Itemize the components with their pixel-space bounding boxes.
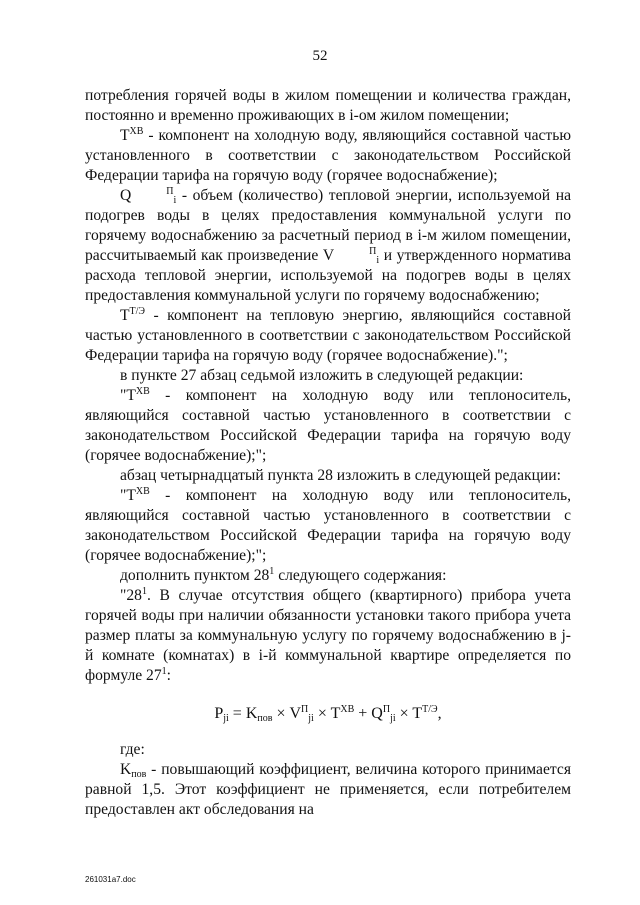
paragraph-k-pov: $K_{пов}$ - повышающий коэффициент, величина которого принимается равной 1,5. Этот коэффициент не применяется, если потребителем предоставлен акт обследования на <box>85 761 571 818</box>
paragraph-t-te: $T^{Т/Э}$ - компонент на тепловую энергию, являющийся составной частью установленного в соответствии с законодательством Российской Федерации тарифа на горячую воду (горячее водоснабжение)."; <box>85 306 571 364</box>
paragraph-28-1-text: "$28^1$. В случае отсутствия общего (квартирного) прибора учета горячей воды при наличии обязанности установки такого прибора учета размер платы за коммунальную услугу по горячему водоснабжению в j-й комнате (комнатах) в i-й коммунальной квартире определяется по формуле $27^1$: <box>85 586 571 684</box>
paragraph-q-i-p: Q $^П_i$ - объем (количество) тепловой энергии, используемой на подогрев воды в целях предоставления коммунальной услуги по горячему водоснабжению за расчетный период в i-м жилом помещении, рассчитываемый как произведение V $^П_i$ и утвержденного норматива расхода тепловой энергии, используемой на подогрев воды в целях предоставления коммунальной услуги по горячему водоснабжению; <box>85 186 571 304</box>
paragraph-1: потребления горячей воды в жилом помещении и количества граждан, постоянно и временно проживающих в i-ом жилом помещении; <box>85 87 571 124</box>
paragraph-item-28: абзац четырнадцатый пункта 28 изложить в следующей редакции: <box>120 467 561 484</box>
paragraph-item-27-text: "$T^{ХВ}$ - компонент на холодную воду или теплоноситель, являющийся составной частью установленного в соответствии с законодательством Российской Федерации тарифа на горячую воду (горячее водоснабжение);"; <box>85 386 571 464</box>
paragraph-t-xb: $T^{ХВ}$ - компонент на холодную воду, являющийся составной частью установленного в соответствии с законодательством Российской Федерации тарифа на горячую воду (горячее водоснабжение); <box>85 126 571 184</box>
paragraph-where: где: <box>120 741 145 758</box>
page-number: 52 <box>312 48 328 64</box>
formula-27-1: $P_{ji} = K_{пов} \times V^П_{ji} \times T^{ХВ} + Q^П_{ji} \times T^{Т/Э}$, <box>214 704 442 724</box>
paragraph-item-27: в пункте 27 абзац седьмой изложить в следующей редакции: <box>120 367 524 384</box>
paragraph-add-28-1: дополнить пунктом $28^1$ следующего содержания: <box>120 566 447 584</box>
paragraph-item-28-text: "$T^{ХВ}$ - компонент на холодную воду или теплоноситель, являющийся составной частью установленного в соответствии с законодательством Российской Федерации тарифа на горячую воду (горячее водоснабжение);"; <box>85 486 571 564</box>
document-body <box>85 86 571 820</box>
document-footer: 261031a7.doc <box>85 875 136 884</box>
